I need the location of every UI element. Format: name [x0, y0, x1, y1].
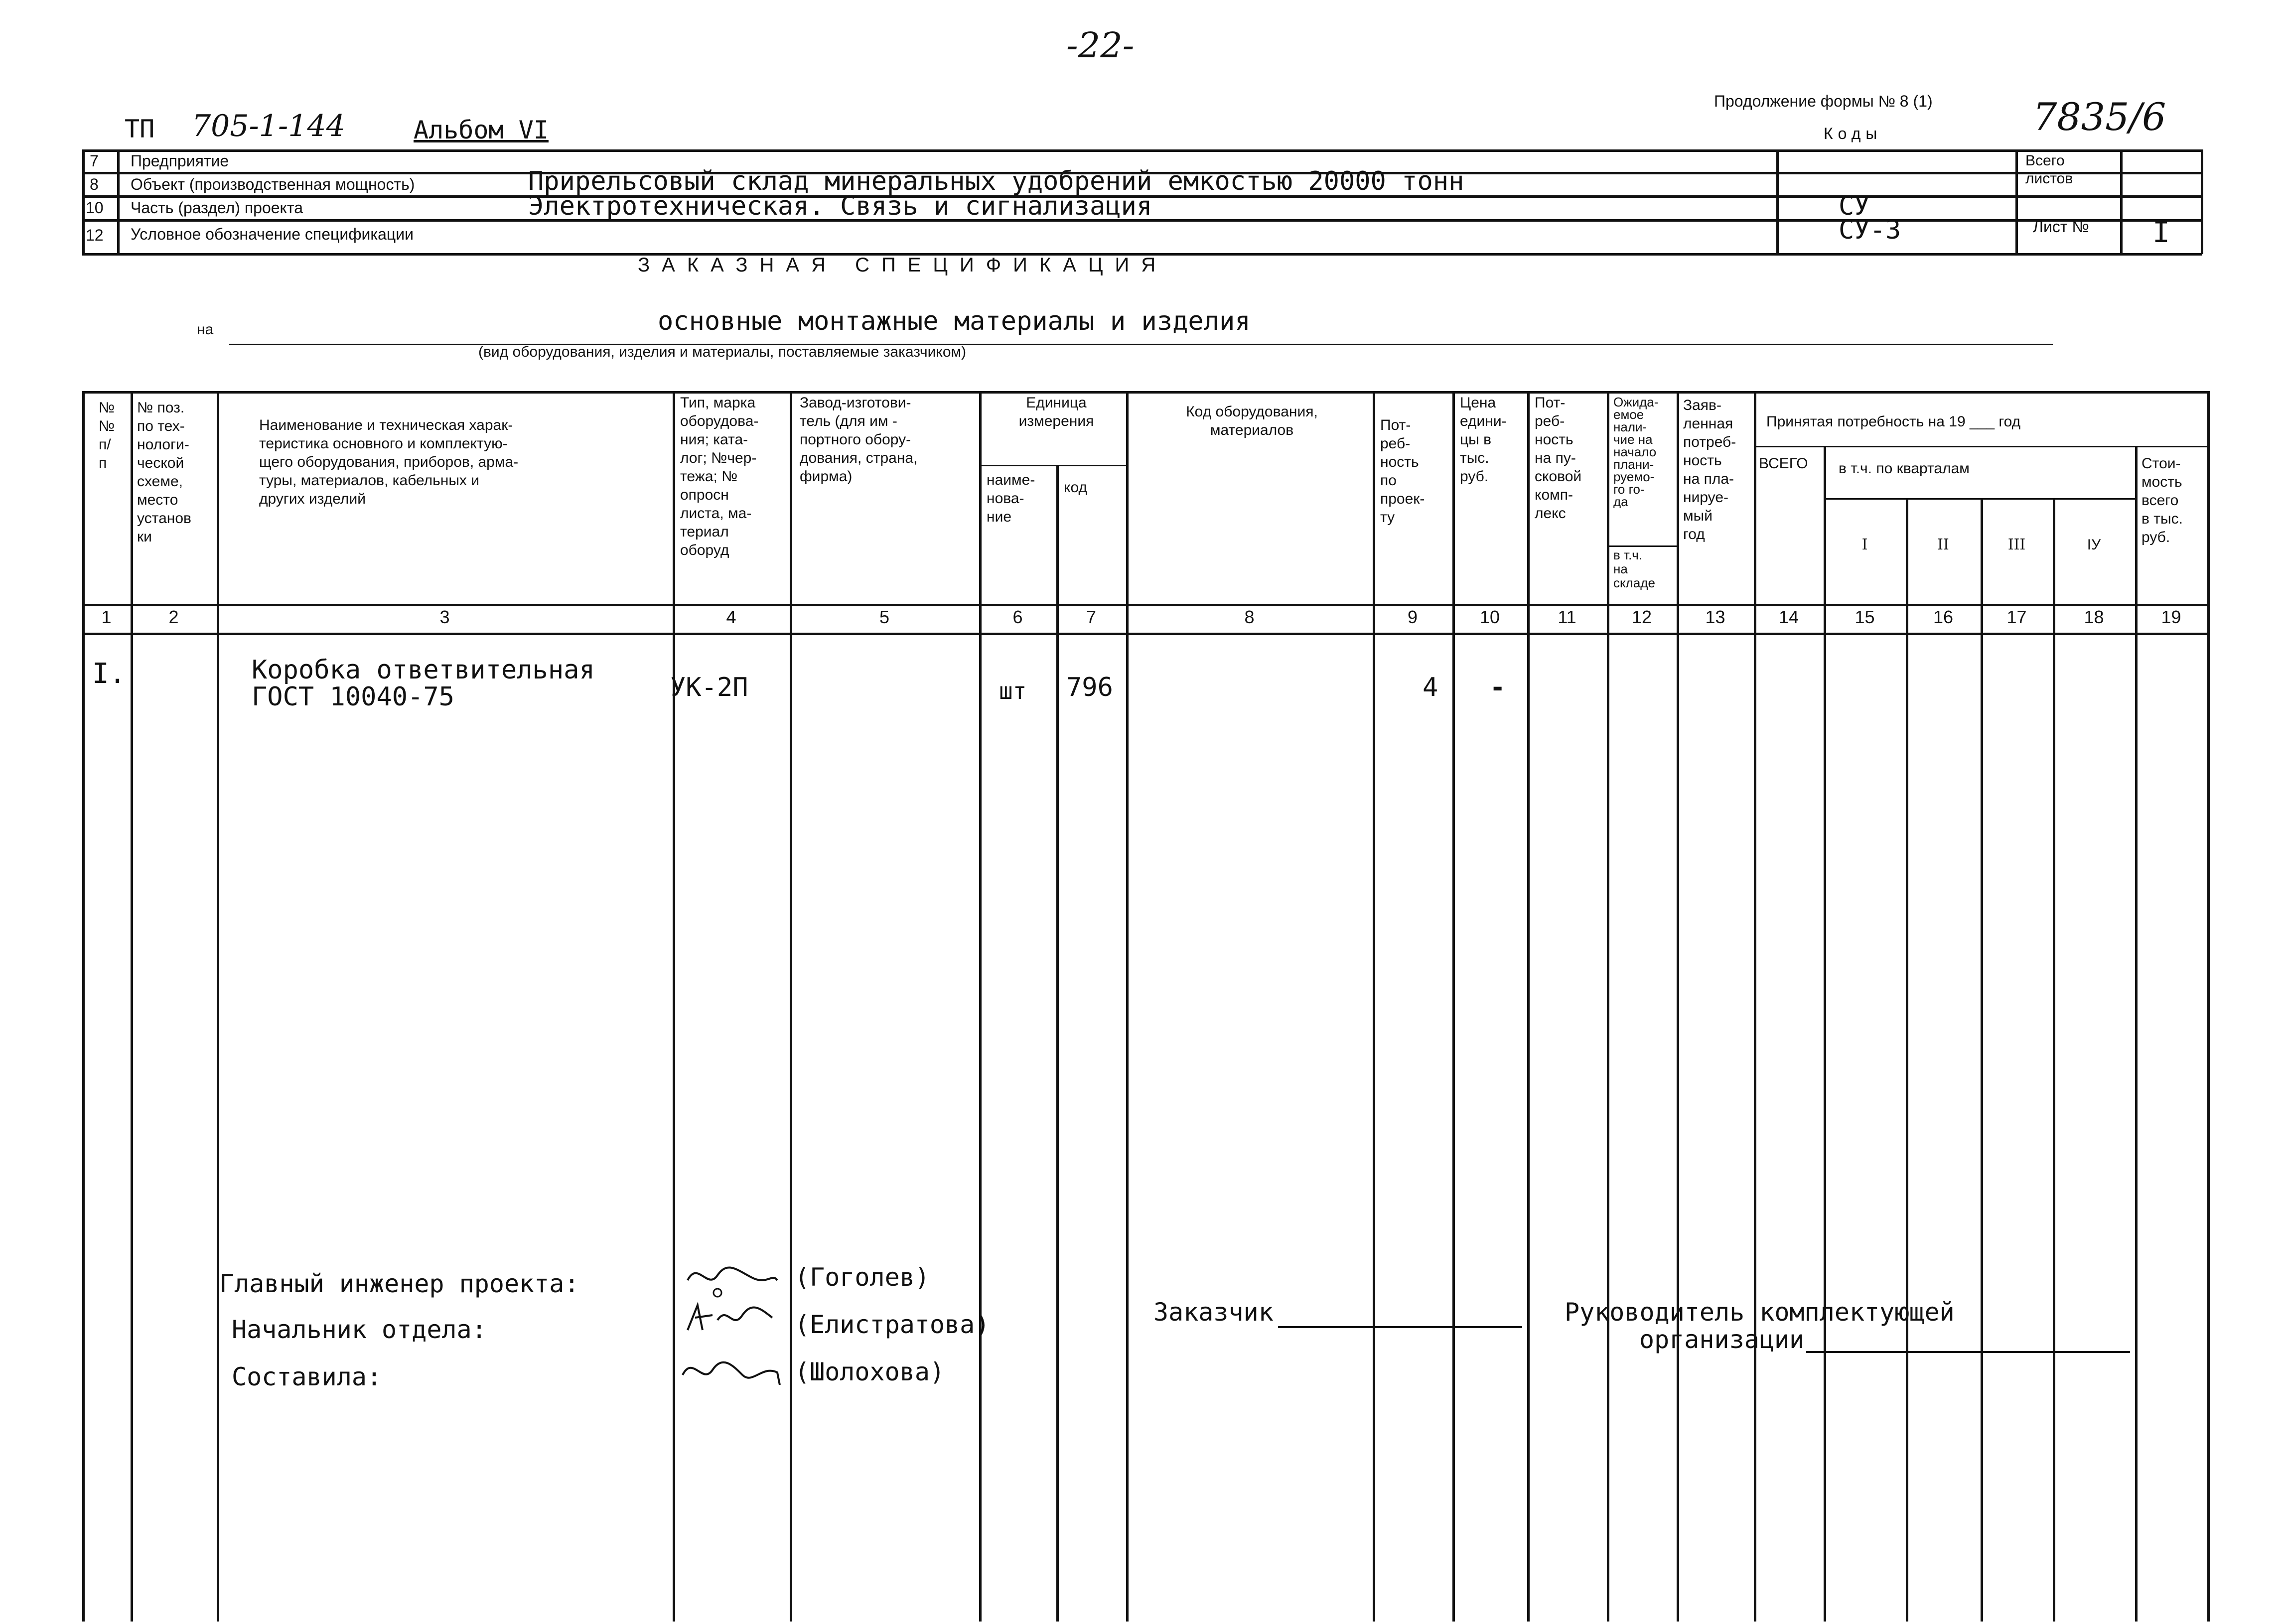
on-label: на — [197, 321, 214, 338]
col-header-5: Завод-изготови- тель (для им - портного обору- дования, страна, фирма) — [800, 395, 918, 485]
spec-subject: основные монтажные материалы и изделия — [658, 306, 1251, 336]
col-header-4: Тип, марка оборудова- ния; ката- лог; №чер- тежа; № опросн листа, ма- териал оборуд — [680, 395, 759, 558]
compiled-name: (Шолохова) — [795, 1357, 945, 1386]
col-num-6: 6 — [1012, 607, 1023, 627]
col-num-10: 10 — [1479, 607, 1500, 627]
col-header-12: Ожида- емое нали- чие на начало плани- руемо- го го- да — [1613, 396, 1659, 508]
col-num-13: 13 — [1705, 607, 1725, 627]
accepted-header: Принятая потребность на 19 ___ год — [1766, 413, 2021, 430]
col-header-11: Пот- реб- ность на пу- сковой комп- лекс — [1535, 395, 1582, 522]
row-num: I. — [92, 658, 126, 690]
header-row-code: СУ — [1839, 191, 1870, 221]
doc-number: 7835/6 — [2033, 95, 2166, 139]
col-header-15: I — [1861, 536, 1868, 553]
col-num-18: 18 — [2084, 607, 2104, 627]
col-header-10: Цена едини- цы в тыс. руб. — [1460, 395, 1507, 485]
customer-sign-line — [1278, 1326, 1522, 1328]
header-row-code: СУ-3 — [1839, 215, 1901, 245]
header-row-label: Предприятие — [131, 152, 229, 170]
col-header-6: наиме- нова- ние — [987, 472, 1035, 525]
sheets-total-label: Всего листов — [2025, 152, 2073, 187]
customer-label: Заказчик — [1153, 1298, 1274, 1327]
quarters-header: в т.ч. по кварталам — [1839, 460, 1970, 477]
form-continuation: Продолжение формы № 8 (1) — [1714, 92, 1933, 110]
header-row-value: Электротехническая. Связь и сигнализация — [528, 191, 1152, 221]
header-row-label: Объект (производственная мощность) — [131, 175, 415, 193]
col-num-12: 12 — [1631, 607, 1652, 627]
col-header-8: Код оборудования, материалов — [1186, 404, 1318, 438]
col-num-15: 15 — [1855, 607, 1875, 627]
header-row-num: 10 — [86, 199, 104, 217]
spec-subject-caption: (вид оборудования, изделия и материалы, поставляемые заказчиком) — [478, 344, 967, 360]
sheet-number: I — [2152, 215, 2170, 249]
header-row-num: 7 — [90, 152, 99, 170]
supplier-label-2: организации — [1639, 1325, 1805, 1354]
col-num-4: 4 — [726, 607, 736, 627]
col-header-13: Заяв- ленная потреб- ность на пла- нируе- мый год — [1683, 397, 1736, 542]
dept-head-name: (Елистратова) — [795, 1310, 990, 1339]
col-header-18: IУ — [2087, 537, 2101, 553]
col-num-9: 9 — [1407, 607, 1418, 627]
row-type: УК-2П — [670, 673, 748, 702]
row-name: Коробка ответвительная ГОСТ 10040-75 — [252, 655, 595, 712]
col-header-16: II — [1937, 536, 1949, 553]
codes-label: Коды — [1824, 125, 1882, 142]
spec-title: ЗАКАЗНАЯ СПЕЦИФИКАЦИЯ — [638, 254, 1168, 276]
header-row-label: Часть (раздел) проекта — [131, 199, 303, 217]
unit-group-header: Единица измерения — [1018, 395, 1094, 429]
col-num-19: 19 — [2161, 607, 2181, 627]
col-num-5: 5 — [879, 607, 890, 627]
col-header-7: код — [1064, 479, 1087, 496]
row-price: - — [1490, 673, 1506, 702]
album-label: Альбом VI — [414, 116, 549, 144]
col-num-3: 3 — [439, 607, 450, 627]
col-header-1: № № п/ п — [99, 400, 115, 471]
dept-head-label: Начальник отдела: — [232, 1315, 487, 1344]
row-unit-code: 796 — [1066, 673, 1113, 702]
col-header-2: № поз. по тех- нологи- ческой схеме, место установ ки — [137, 400, 191, 545]
col-num-11: 11 — [1558, 607, 1576, 627]
col-num-7: 7 — [1086, 607, 1097, 627]
header-row-value: Прирельсовый склад минеральных удобрений емкостью 20000 тонн — [528, 166, 1464, 196]
col-header-14: ВСЕГО — [1759, 455, 1808, 472]
sheet-label: Лист № — [2033, 218, 2089, 236]
col-header-12-sub: в т.ч. на складе — [1613, 548, 1655, 590]
chief-engineer-label: Главный инженер проекта: — [219, 1269, 579, 1298]
col-header-17: III — [2007, 536, 2026, 553]
tp-label: ТП — [125, 115, 155, 143]
supplier-sign-line — [1806, 1351, 2130, 1353]
compiled-label: Составила: — [232, 1362, 382, 1391]
row-qty: 4 — [1423, 673, 1438, 702]
row-unit: шт — [999, 677, 1027, 704]
col-num-8: 8 — [1244, 607, 1255, 627]
col-num-17: 17 — [2006, 607, 2027, 627]
col-header-19: Стои- мость всего в тыс. руб. — [2141, 455, 2183, 545]
header-row-num: 12 — [86, 226, 104, 244]
col-header-3: Наименование и техническая харак- теристика основного и комплектую- щего оборудования, приборов, арма- туры, материалов, кабельных и других изделий — [259, 417, 519, 507]
page-mark: -22- — [1066, 25, 1135, 66]
signature-icon — [678, 1255, 787, 1405]
header-row-label: Условное обозначение спецификации — [131, 225, 414, 243]
col-header-9: Пот- реб- ность по проек- ту — [1380, 417, 1425, 526]
col-num-2: 2 — [168, 607, 179, 627]
header-row-num: 8 — [90, 175, 99, 193]
chief-engineer-name: (Гоголев) — [795, 1263, 930, 1292]
col-num-16: 16 — [1933, 607, 1954, 627]
tp-number: 705-1-144 — [192, 109, 345, 143]
col-num-1: 1 — [101, 607, 112, 627]
col-num-14: 14 — [1778, 607, 1799, 627]
supplier-label-1: Руководитель комплектующей — [1565, 1298, 1955, 1327]
